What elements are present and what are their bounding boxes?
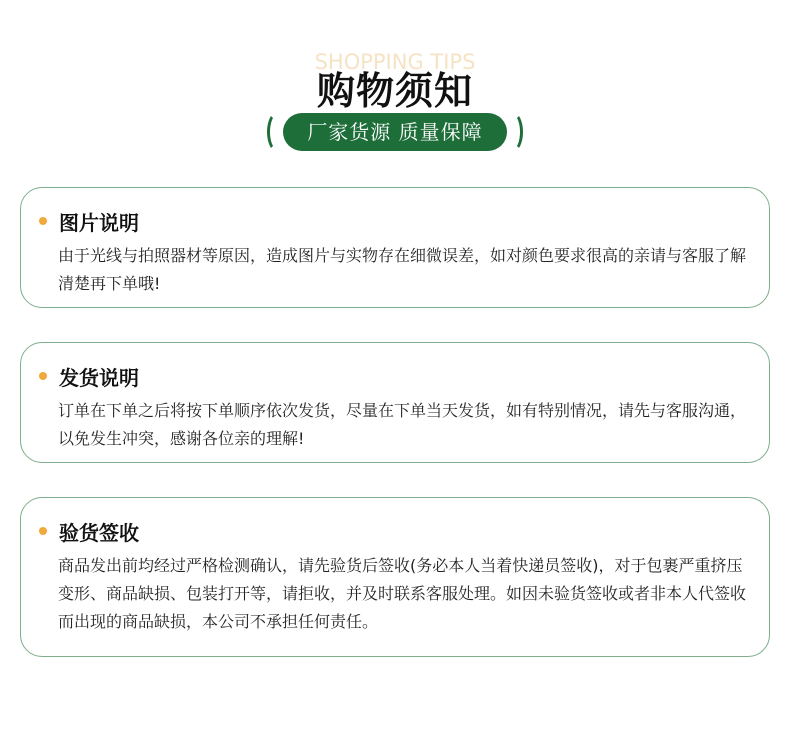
badge xyxy=(267,112,523,152)
card-inspection-notice xyxy=(20,497,770,657)
card-heading xyxy=(39,208,139,234)
bullet-dot-icon xyxy=(39,527,47,535)
card-heading xyxy=(39,363,139,389)
card-body: 订单在下单之后将按下单顺序依次发货，尽量在下单当天发货，如有特别情况，请先与客服沟通，以免发生冲突，感谢各位亲的理解! xyxy=(58,401,747,448)
badge-label: 厂家货源 质量保障 xyxy=(283,113,507,151)
card-body: 由于光线与拍照器材等原因，造成图片与实物存在细微误差，如对颜色要求很高的亲请与客服了解清楚再下单哦! xyxy=(58,246,747,293)
card-body: 商品发出前均经过严格检测确认，请先验货后签收(务必本人当着快递员签收)，对于包裹严重挤压变形、商品缺损、包装打开等，请拒收，并及时联系客服处理。如因未验货签收或者非本人代签收而出现的商品缺损，本公司不承担任何责任。 xyxy=(58,556,747,631)
card-photo-notice xyxy=(20,187,770,308)
header-watermark: SHOPPING TIPS xyxy=(314,50,476,74)
bullet-dot-icon xyxy=(39,217,47,225)
card-title: 发货说明 xyxy=(59,365,139,390)
card-title: 图片说明 xyxy=(59,210,139,235)
header xyxy=(0,0,790,160)
bullet-dot-icon xyxy=(39,372,47,380)
page-title: 购物须知 xyxy=(316,69,473,113)
card-title: 验货签收 xyxy=(59,520,139,545)
card-shipping-notice xyxy=(20,342,770,463)
card-heading xyxy=(39,518,139,544)
right-bracket-decoration xyxy=(503,112,523,152)
